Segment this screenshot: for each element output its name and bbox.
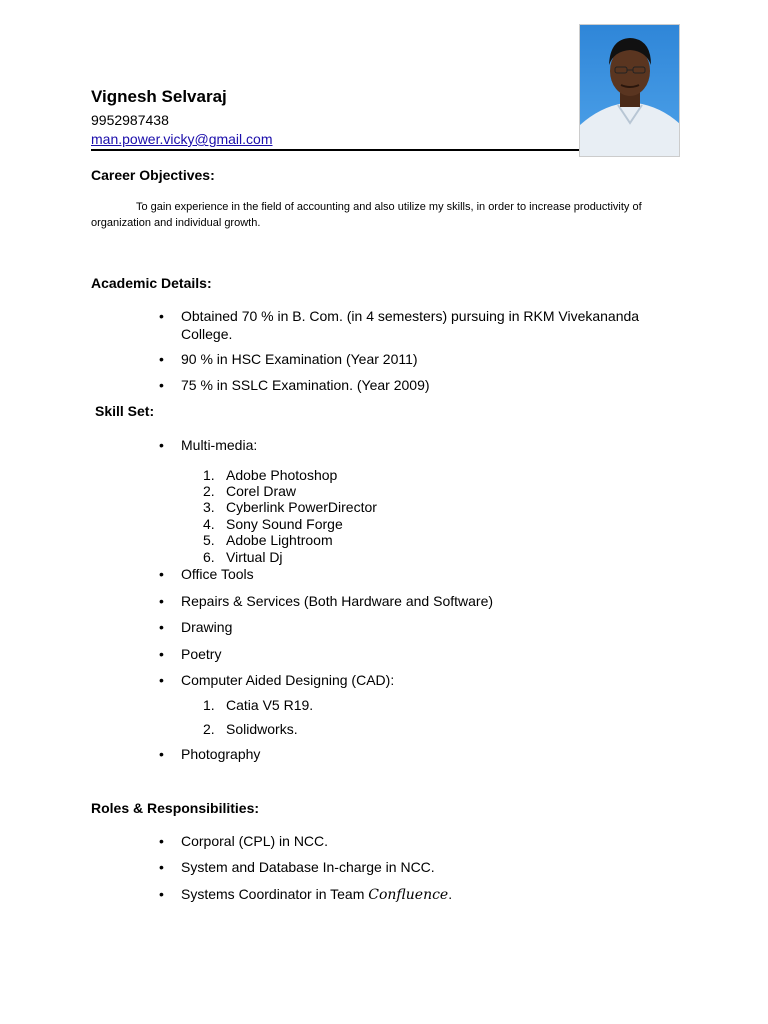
skill-item: • Photography [181, 745, 661, 763]
academic-item: • Obtained 70 % in B. Com. (in 4 semesters) pursuing in RKM Vivekananda College. [181, 307, 661, 343]
cad-item: 2. Solidworks. [203, 721, 298, 737]
skill-item: • Repairs & Services (Both Hardware and Software) [181, 592, 661, 610]
academic-item: • 90 % in HSC Examination (Year 2011) [181, 350, 661, 368]
email-link[interactable]: man.power.vicky@gmail.com [91, 131, 273, 147]
role-item: • Systems Coordinator in Team Confluence. [181, 885, 661, 904]
skill-item: • Drawing [181, 618, 661, 636]
multimedia-item: 1. Adobe Photoshop [203, 467, 338, 483]
career-objective-text: To gain experience in the field of accounting and also utilize my skills, in order to increase productivity of organization and individual growth. [91, 201, 642, 229]
skill-item: • Multi-media: [181, 436, 661, 454]
skill-set-heading: Skill Set: [95, 403, 155, 419]
multimedia-item: 3. Cyberlink PowerDirector [203, 499, 377, 515]
portrait-image [580, 25, 680, 157]
multimedia-item: 5. Adobe Lightroom [203, 532, 333, 548]
candidate-name: Vignesh Selvaraj [91, 87, 227, 106]
career-objectives-heading: Career Objectives: [91, 167, 215, 183]
profile-photo [579, 24, 680, 157]
skill-item: • Office Tools [181, 565, 661, 583]
skill-item: • Poetry [181, 645, 661, 663]
role-item: • Corporal (CPL) in NCC. [181, 832, 661, 850]
roles-heading: Roles & Responsibilities: [91, 800, 260, 816]
multimedia-item: 4. Sony Sound Forge [203, 516, 343, 532]
multimedia-item: 2. Corel Draw [203, 483, 297, 499]
cad-item: 1. Catia V5 R19. [203, 697, 314, 713]
multimedia-item: 6. Virtual Dj [203, 549, 283, 565]
role-item: • System and Database In-charge in NCC. [181, 858, 661, 876]
skill-item: • Computer Aided Designing (CAD): [181, 671, 661, 689]
academic-details-heading: Academic Details: [91, 275, 212, 291]
academic-item: • 75 % in SSLC Examination. (Year 2009) [181, 376, 661, 394]
phone-number: 9952987438 [91, 112, 169, 128]
team-name: Confluence [368, 887, 449, 903]
